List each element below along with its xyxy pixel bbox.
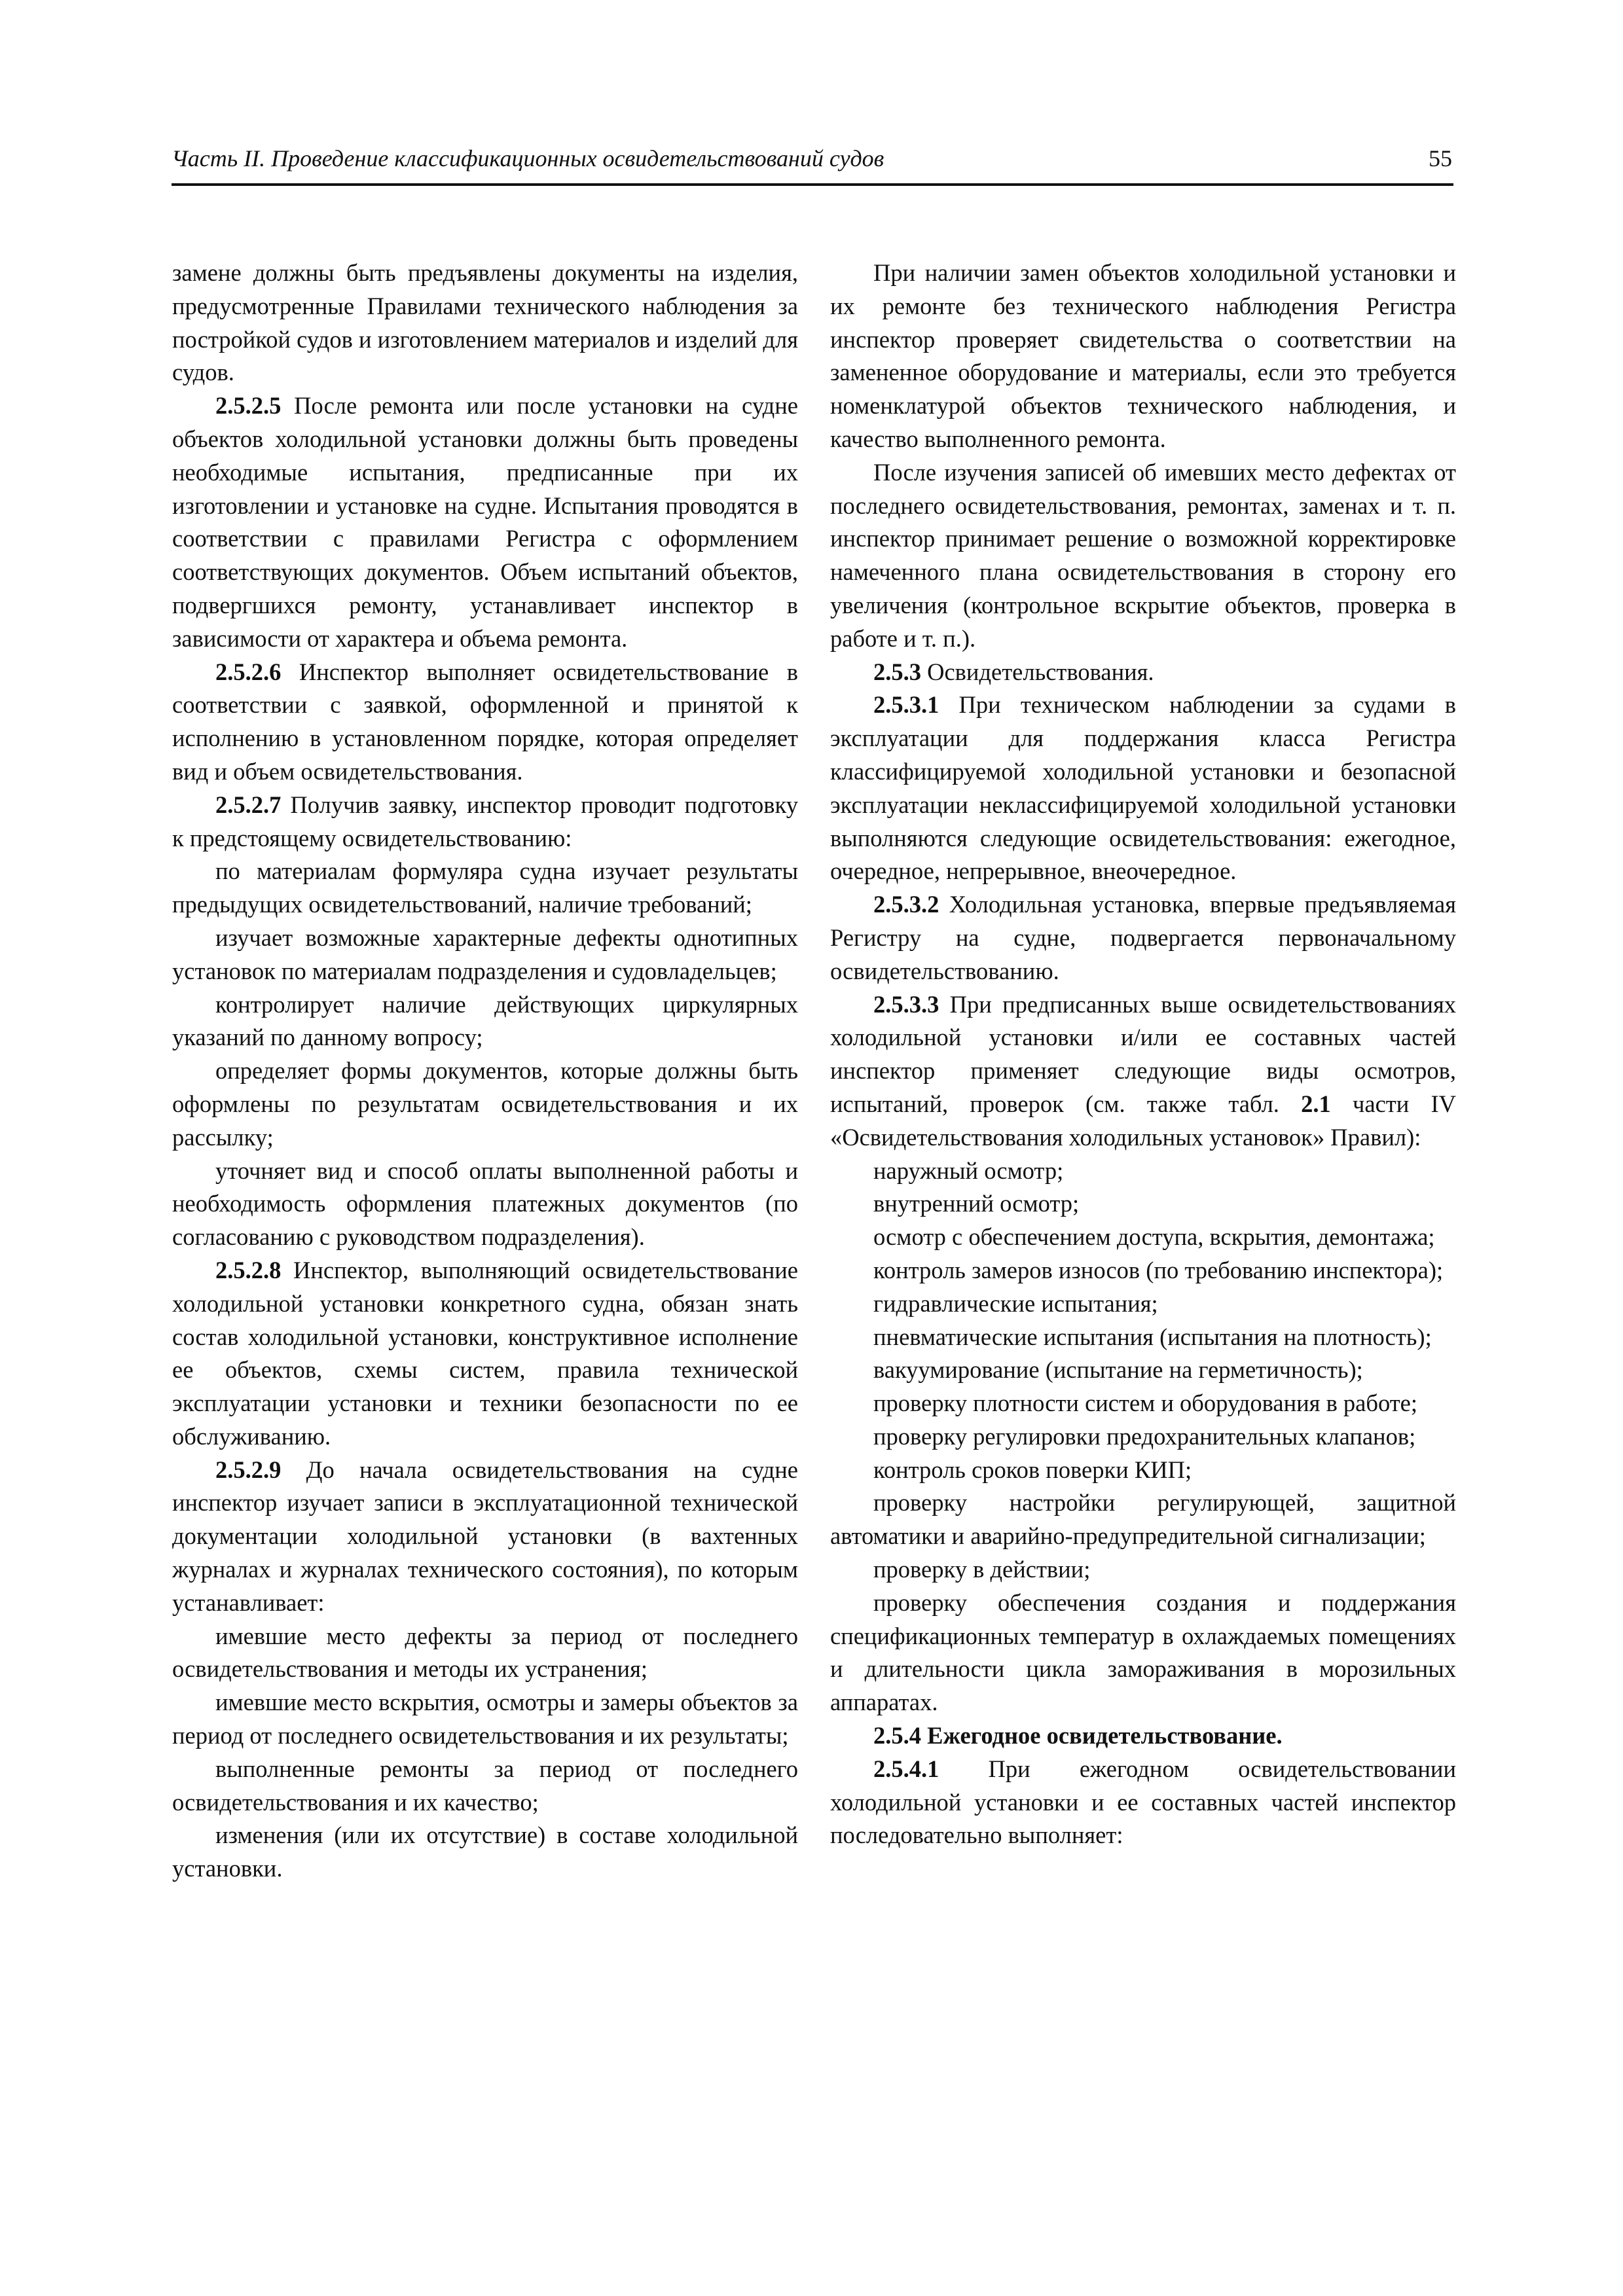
clause-text: При техническом наблюдении за судами в эксплуатации для поддержания класса Регистра классифицируемой холодильной установки и безопасной эксплуатации неклассифицируемой холодильной установки выполняются следующие освидетельствования: ежегодное, очередное, непрерывное, внеочередное. [830, 691, 1456, 885]
list-item: пневматические испытания (испытания на плотность); [873, 1323, 1432, 1350]
list-item: внутренний осмотр; [873, 1190, 1080, 1217]
clause-2-5-2-6 [172, 656, 798, 789]
clause-number: 2.5.3.3 [873, 990, 939, 1018]
list-item: проверку плотности систем и оборудования в работе; [873, 1390, 1418, 1417]
running-header [172, 143, 1453, 186]
list-item: изменения (или их отсутствие) в составе холодильной установки. [172, 1821, 798, 1882]
list-item: контроль сроков поверки КИП; [873, 1456, 1192, 1483]
clause-2-5-2-7 [172, 789, 798, 855]
table-reference: 2.1 [1301, 1090, 1331, 1117]
clause-2-5-3-3 [830, 988, 1456, 1155]
section-title: Освидетельствования. [921, 658, 1154, 685]
running-header-title: Часть II. Проведение классификационных освидетельствований судов [172, 145, 884, 171]
list-item: контроль замеров износов (по требованию инспектора); [873, 1256, 1444, 1283]
paragraph: После изучения записей об имевших место дефектах от последнего освидетельствования, ремонтах, заменах и т. п. инспектор принимает решение о возможной корректировке намеченного плана освидетельствования в сторону его увеличения (контрольное вскрытие объектов, проверка в работе и т. п.). [830, 458, 1456, 652]
section-number: 2.5.4 [873, 1722, 921, 1749]
list-item: уточняет вид и способ оплаты выполненной работы и необходимость оформления платежных документов (по согласованию с руководством подразделения). [172, 1157, 798, 1251]
left-column [172, 257, 798, 1886]
list-item: проверку регулировки предохранительных клапанов; [873, 1422, 1416, 1450]
clause-text: Инспектор выполняет освидетельствование в соответствии с заявкой, оформленной и принятой к исполнению в установленном порядке, которая определяет вид и объем освидетельствования. [172, 658, 798, 785]
clause-2-5-3-2 [830, 888, 1456, 988]
right-column [830, 257, 1456, 1852]
clause-text: Инспектор, выполняющий освидетельствование холодильной установки конкретного судна, обязан знать состав холодильной установки, конструктивное исполнение ее объектов, схемы систем, правила технической эксплуатации установки и техники безопасности по ее обслуживанию. [172, 1256, 798, 1450]
clause-text: При предписанных выше освидетельствованиях холодильной установки и/или ее составных частей инспектор применяет следующие виды осмотров, испытаний, проверок (см. также табл. [830, 990, 1456, 1117]
paragraph: При наличии замен объектов холодильной установки и их ремонте без технического наблюдения Регистра инспектор проверяет свидетельства о соответствии на замененное оборудование и материалы, если это требуется номенклатурой объектов технического наблюдения, и качество выполненного ремонта. [830, 259, 1456, 452]
section-heading-2-5-3 [830, 656, 1456, 689]
clause-2-5-4-1 [830, 1753, 1456, 1852]
clause-text: Получив заявку, инспектор проводит подготовку к предстоящему освидетельствованию: [172, 791, 798, 852]
clause-number: 2.5.2.9 [215, 1456, 282, 1483]
clause-number: 2.5.2.8 [215, 1256, 282, 1283]
clause-number: 2.5.2.7 [215, 791, 282, 818]
list-item: имевшие место дефекты за период от последнего освидетельствования и методы их устранения; [172, 1622, 798, 1683]
list-item: проверку настройки регулирующей, защитной автоматики и аварийно-предупредительной сигнализации; [830, 1489, 1456, 1550]
list-item: определяет формы документов, которые должны быть оформлены по результатам освидетельствования и их рассылку; [172, 1057, 798, 1151]
clause-text: Холодильная установка, впервые предъявляемая Регистру на судне, подвергается первоначальному освидетельствованию. [830, 891, 1456, 984]
list-item: наружный осмотр; [873, 1157, 1064, 1184]
clause-number: 2.5.2.6 [215, 658, 282, 685]
clause-2-5-2-5 [172, 389, 798, 655]
list-item: проверку обеспечения создания и поддержания спецификационных температур в охлаждаемых помещениях и длительности цикла замораживания в морозильных аппаратах. [830, 1588, 1456, 1716]
clause-2-5-3-1 [830, 689, 1456, 888]
clause-number: 2.5.3.2 [873, 891, 939, 918]
list-item: имевшие место вскрытия, осмотры и замеры объектов за период от последнего освидетельствования и их результаты; [172, 1689, 798, 1749]
list-item: по материалам формуляра судна изучает результаты предыдущих освидетельствований, наличие требований; [172, 857, 798, 918]
list-item: контролирует наличие действующих циркулярных указаний по данному вопросу; [172, 990, 798, 1051]
paragraph: замене должны быть предъявлены документы на изделия, предусмотренные Правилами технического наблюдения за постройкой судов и изготовлением материалов и изделий для судов. [172, 259, 798, 386]
section-heading-2-5-4 [830, 1719, 1456, 1753]
clause-text: При ежегодном освидетельствовании холодильной установки и ее составных частей инспектор последовательно выполняет: [830, 1755, 1456, 1849]
clause-number: 2.5.2.5 [215, 392, 282, 420]
clause-text: После ремонта или после установки на судне объектов холодильной установки должны быть проведены необходимые испытания, предписанные при их изготовлении и установке на судне. Испытания проводятся в соответствии с правилами Регистра с оформлением соответствующих документов. Объем испытаний объектов, подвергшихся ремонту, устанавливает инспектор в зависимости от характера и объема ремонта. [172, 392, 798, 652]
clause-number: 2.5.4.1 [873, 1755, 939, 1782]
clause-text-cont: части IV «Освидетельствования холодильных установок» Правил): [830, 1090, 1456, 1151]
clause-text: До начала освидетельствования на судне инспектор изучает записи в эксплуатационной технической документации холодильной установки (в вахтенных журналах и журналах технического состояния), по которым устанавливает: [172, 1456, 798, 1616]
list-item: вакуумирование (испытание на герметичность); [873, 1356, 1363, 1384]
clause-2-5-2-8 [172, 1254, 798, 1454]
section-title: Ежегодное освидетельствование. [921, 1722, 1283, 1749]
section-number: 2.5.3 [873, 658, 921, 685]
list-item: гидравлические испытания; [873, 1289, 1158, 1317]
list-item: изучает возможные характерные дефекты однотипных установок по материалам подразделения и судовладельцев; [172, 924, 798, 984]
list-item: осмотр с обеспечением доступа, вскрытия, демонтажа; [873, 1223, 1435, 1251]
list-item: проверку в действии; [873, 1556, 1091, 1583]
list-item: выполненные ремонты за период от последнего освидетельствования и их качество; [172, 1755, 798, 1816]
clause-number: 2.5.3.1 [873, 691, 939, 719]
page-number: 55 [1429, 145, 1452, 171]
clause-2-5-2-9 [172, 1454, 798, 1620]
